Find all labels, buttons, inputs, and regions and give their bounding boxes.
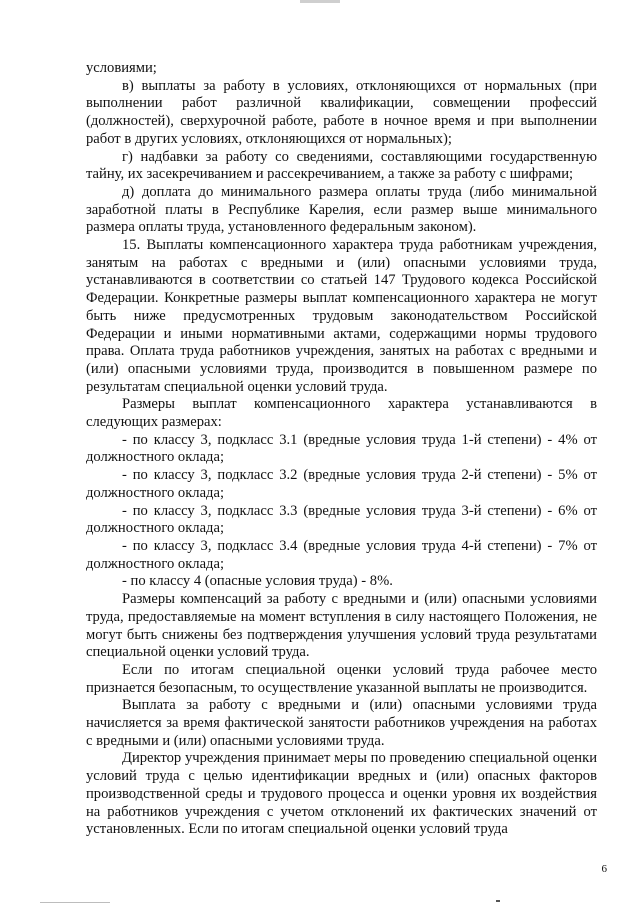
scan-artifact-bottom-mid bbox=[496, 900, 500, 902]
paragraph-payment-accrual: Выплата за работу с вредными и (или) опасными условиями труда начисляется за время фактической занятости работников учреждения на работах с вредными и (или) опасными условиями труда. bbox=[86, 697, 597, 749]
list-item-class-3-1: - по классу 3, подкласс 3.1 (вредные условия труда 1-й степени) - 4% от должностного оклада; bbox=[86, 431, 597, 466]
page-number: 6 bbox=[601, 863, 607, 875]
paragraph-section-15: 15. Выплаты компенсационного характера труда работникам учреждения, занятым на работах с вредными и (или) опасными условиями труда, устанавливаются в соответствии со статьей 147 Трудового кодекса Российской Федерации. Конкретные размеры выплат компенсационного характера не могут быть ниже предусмотренных трудовым законодательством Российской Федерации и иными нормативными актами, содержащими нормы трудового права. Оплата труда работников учреждения, занятых на работах с вредными и (или) опасными условиями труда, производится в повышенном размере по результатам специальной оценки условий труда. bbox=[86, 237, 597, 395]
list-item-class-3-3: - по классу 3, подкласс 3.3 (вредные условия труда 3-й степени) - 6% от должностного оклада; bbox=[86, 502, 597, 537]
list-item-class-3-2: - по классу 3, подкласс 3.2 (вредные условия труда 2-й степени) - 5% от должностного оклада; bbox=[86, 467, 597, 501]
paragraph-item-g: г) надбавки за работу со сведениями, составляющими государственную тайну, их засекречиванием и рассекречиванием, а также за работу с шифрами; bbox=[86, 148, 597, 183]
paragraph-compensation-sizes: Размеры компенсаций за работу с вредными и (или) опасными условиями труда, предоставляемые на момент вступления в силу настоящего Положения, не могут быть снижены без подтверждения улучшения условий труда результатами специальной оценки условий труда. bbox=[86, 591, 597, 661]
paragraph-item-d: д) доплата до минимального размера оплаты труда (либо минимальной заработной платы в Республике Карелия, если размер выше минимального размера оплаты труда, установленного федеральным законом). bbox=[86, 183, 597, 236]
list-item-class-3-4: - по классу 3, подкласс 3.4 (вредные условия труда 4-й степени) - 7% от должностного оклада; bbox=[86, 537, 597, 572]
paragraph-sizes-intro: Размеры выплат компенсационного характера устанавливаются в следующих размерах: bbox=[86, 396, 597, 431]
paragraph-director-measures: Директор учреждения принимает меры по проведению специальной оценки условий труда с целью идентификации вредных и (или) опасных факторов производственной среды и трудового процесса и оценки уровня их воздействия на работников учреждения с учетом отклонений их фактических значений от установленных. Если по итогам специальной оценки условий труда bbox=[86, 750, 597, 838]
paragraph-safe-workplace: Если по итогам специальной оценки условий труда рабочее место признается безопасным, то осуществление указанной выплаты не производится. bbox=[86, 661, 597, 696]
scan-artifact-bottom-left bbox=[40, 902, 110, 903]
scan-artifact-top bbox=[300, 0, 340, 3]
document-body bbox=[86, 60, 597, 839]
list-item-class-4: - по классу 4 (опасные условия труда) - 8%. bbox=[122, 573, 393, 590]
paragraph-continuation: условиями; bbox=[86, 60, 157, 76]
paragraph-item-v: в) выплаты за работу в условиях, отклоняющихся от нормальных (при выполнении работ различной квалификации, совмещении профессий (должностей), сверхурочной работе, работе в ночное время и при выполнении работ в других условиях, отклоняющихся от нормальных); bbox=[86, 77, 597, 147]
